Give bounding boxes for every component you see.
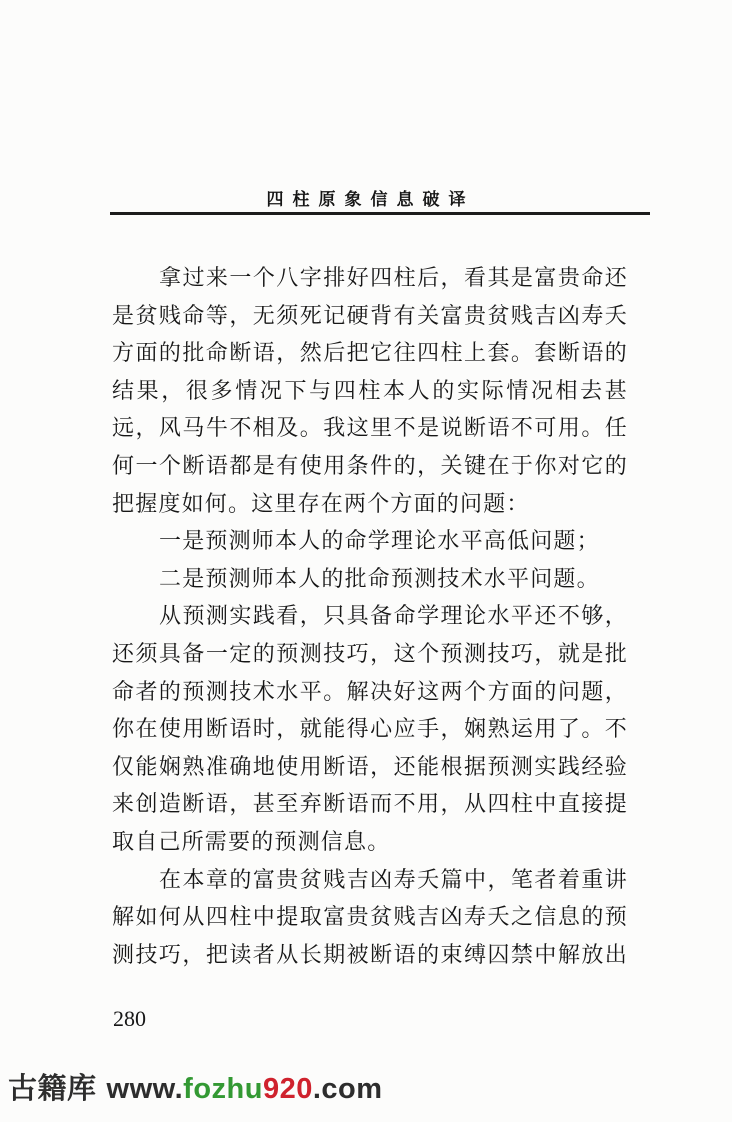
text-line: 拿过来一个八字排好四柱后，看其是富贵命还 [159, 265, 628, 290]
watermark [8, 1071, 383, 1107]
text-line: 还须具备一定的预测技巧，这个预测技巧，就是批 [112, 640, 628, 666]
body-text [112, 259, 628, 973]
text-line: 从预测实践看，只具备命学理论水平还不够， [159, 603, 628, 629]
page-title: 四柱原象信息破译 [266, 190, 475, 209]
text-line: 结果，很多情况下与四柱本人的实际情况相去甚 [112, 377, 628, 403]
text-line: 在本章的富贵贫贱吉凶寿夭篇中，笔者着重讲 [159, 866, 628, 892]
text-line: 二是预测师本人的批命预测技术水平问题。 [159, 565, 600, 591]
text-line: 解如何从四柱中提取富贵贫贱吉凶寿夭之信息的预 [112, 904, 628, 930]
watermark-site-name: 古籍库 [8, 1073, 97, 1105]
text-line: 仅能娴熟准确地使用断语，还能根据预测实践经验 [112, 753, 628, 779]
watermark-url-red: 920 [262, 1073, 313, 1105]
text-line: 测技巧，把读者从长期被断语的束缚囚禁中解放出 [112, 941, 628, 967]
text-line: 一是预测师本人的命学理论水平高低问题； [159, 528, 600, 554]
text-line: 命者的预测技术水平。解决好这两个方面的问题， [112, 678, 628, 704]
text-line: 何一个断语都是有使用条件的，关键在于你对它的 [112, 452, 628, 478]
header-rule [110, 212, 650, 215]
text-line: 把握度如何。这里存在两个方面的问题： [112, 490, 530, 516]
watermark-url-green: fozhu [183, 1073, 263, 1105]
page-number: 280 [113, 1006, 146, 1031]
text-line: 远，风马牛不相及。我这里不是说断语不可用。任 [112, 415, 628, 441]
watermark-url-suffix: .com [312, 1073, 383, 1105]
text-line: 是贫贱命等，无须死记硬背有关富贵贫贱吉凶寿夭 [112, 302, 628, 328]
text-line: 方面的批命断语，然后把它往四柱上套。套断语的 [112, 340, 628, 366]
text-line: 来创造断语，甚至弃断语而不用，从四柱中直接提 [112, 791, 628, 817]
text-line: 你在使用断语时，就能得心应手，娴熟运用了。不 [112, 716, 628, 742]
watermark-url-prefix: www. [106, 1073, 184, 1105]
text-line: 取自己所需要的预测信息。 [112, 828, 391, 854]
